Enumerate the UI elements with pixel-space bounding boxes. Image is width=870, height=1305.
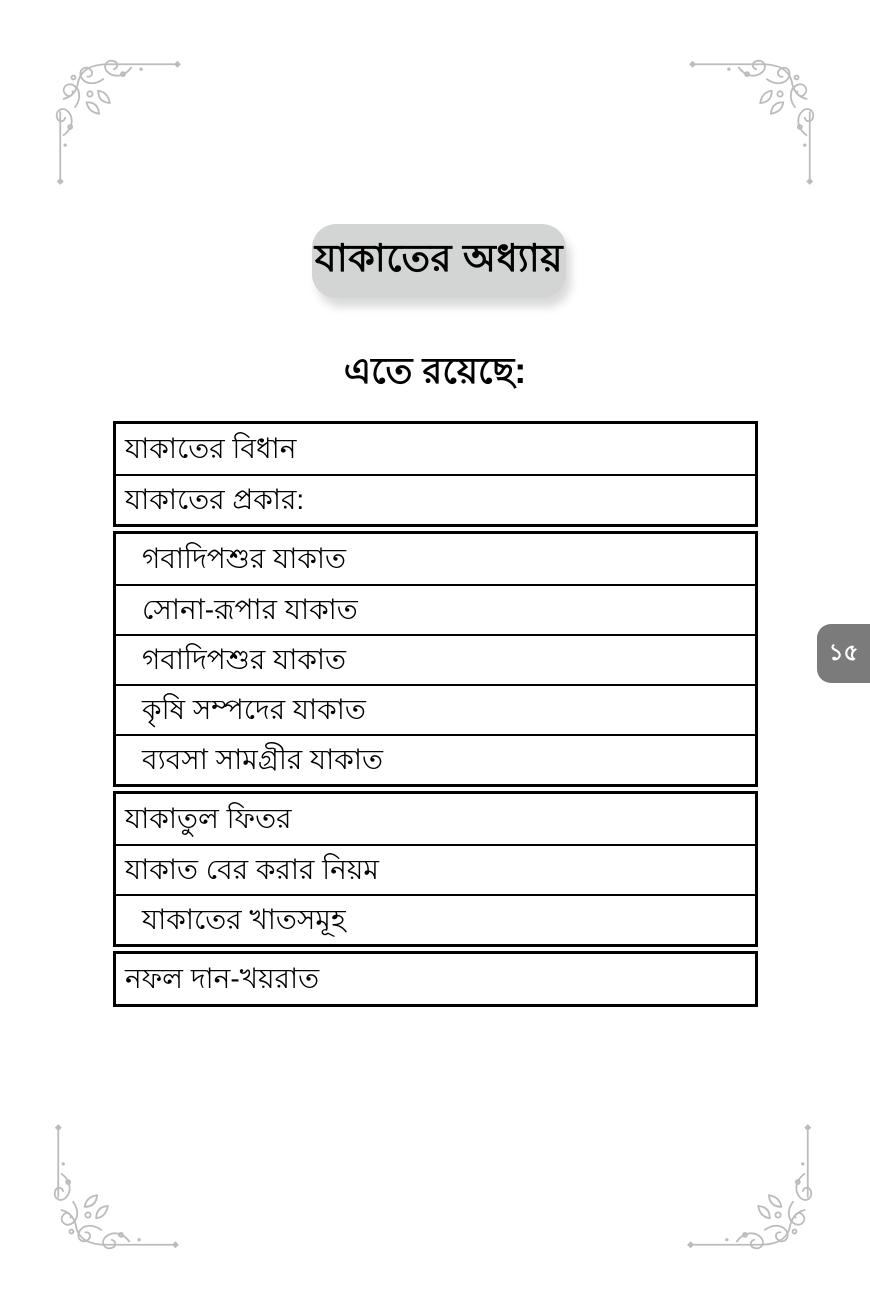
- page-number: ১৫: [828, 639, 859, 665]
- toc-row: [116, 474, 755, 524]
- toc-row: [116, 424, 755, 474]
- toc-row-label: গবাদিপশুর যাকাত: [142, 543, 347, 574]
- toc-row-label: সোনা-রূপার যাকাত: [142, 594, 358, 625]
- toc-row-label: কৃষি সম্পদের যাকাত: [142, 694, 366, 725]
- toc-row: [116, 684, 755, 734]
- toc-table: [113, 421, 758, 1007]
- toc-row-label: যাকাতুল ফিতর: [125, 803, 292, 834]
- toc-row: [116, 534, 755, 584]
- toc-group: [113, 421, 758, 527]
- toc-row-label: গবাদিপশুর যাকাত: [142, 644, 347, 675]
- page-number-tab: [817, 624, 870, 683]
- corner-flourish-ornament: [684, 1121, 816, 1253]
- toc-row: [116, 794, 755, 844]
- toc-row: [116, 634, 755, 684]
- toc-row: [116, 584, 755, 634]
- toc-row-label: যাকাত বের করার নিয়ম: [125, 854, 379, 885]
- corner-flourish-ornament: [686, 56, 818, 188]
- toc-row: [116, 954, 755, 1004]
- toc-group: [113, 791, 758, 947]
- toc-row-label: নফল দান-খয়রাত: [125, 963, 320, 994]
- toc-row-label: যাকাতের খাতসমূহ: [142, 904, 346, 935]
- chapter-title: যাকাতের অধ্যায়: [314, 238, 564, 280]
- toc-row-label: ব্যবসা সামগ্রীর যাকাত: [142, 744, 383, 775]
- toc-row-label: যাকাতের বিধান: [125, 433, 297, 464]
- toc-row: [116, 844, 755, 894]
- contents-subtitle: এতে রয়েছে:: [343, 350, 527, 391]
- toc-row: [116, 894, 755, 944]
- chapter-title-pill: [312, 224, 566, 298]
- corner-flourish-ornament: [50, 1121, 182, 1253]
- toc-group: [113, 951, 758, 1007]
- toc-row: [116, 734, 755, 784]
- toc-group: [113, 531, 758, 787]
- toc-row-label: যাকাতের প্রকার:: [125, 484, 305, 515]
- corner-flourish-ornament: [52, 56, 184, 188]
